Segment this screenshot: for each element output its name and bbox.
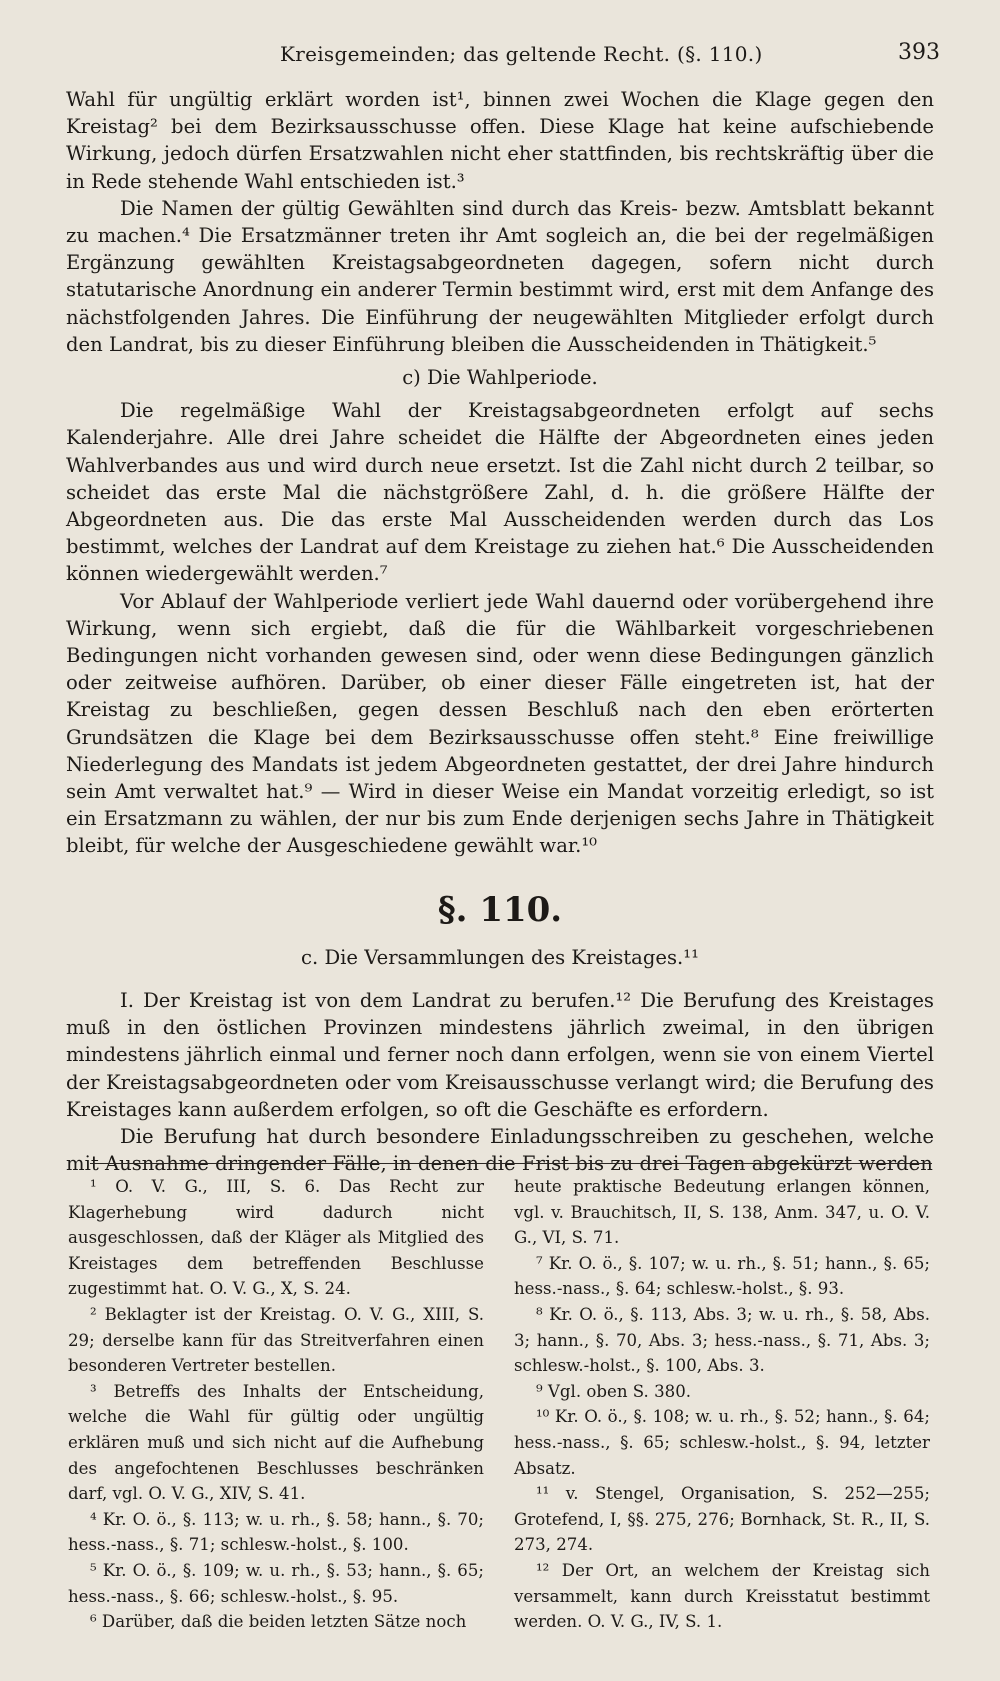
footnote: ¹² Der Ort, an welchem der Kreistag sich versammelt, kann durch Kreisstatut bestimmt werden. O. V. G., IV, S. 1. (514, 1560, 930, 1632)
footnote: ³ Betreffs des Inhalts der Entscheidung, welche die Wahl für gültig oder ungültig erklären muß und sich nicht auf die Aufhebung des angefochtenen Beschlusses beschränken darf, vgl. O. V. G., XIV, S. 41. (68, 1381, 484, 1504)
paragraph: Die regelmäßige Wahl der Kreistagsabgeordneten erfolgt auf sechs Kalenderjahre. Alle drei Jahre scheidet die Hälfte der Abgeordneten eines jeden Wahlverbandes aus und wird durch neue ersetzt. Ist die Zahl nicht durch 2 teilbar, so scheidet das erste Mal die nächstgrößere Zahl, d. h. die größere Hälfte der Abgeordneten aus. Die das erste Mal Ausscheidenden werden durch das Los bestimmt, welches der Landrat auf dem Kreistage zu ziehen hat.⁶ Die Ausscheidenden können wiedergewählt werden.⁷ (66, 399, 934, 586)
footnote: ¹⁰ Kr. O. ö., §. 108; w. u. rh., §. 52; hann., §. 64; hess.-nass., §. 65; schlesw.-holst., §. 94, letzter Absatz. (514, 1407, 930, 1478)
running-head: Kreisgemeinden; das geltende Recht. (§. 110.) (280, 42, 763, 66)
page-number: 393 (898, 40, 940, 65)
footnote: ⁴ Kr. O. ö., §. 113; w. u. rh., §. 58; hann., §. 70; hess.-nass., §. 71; schlesw.-holst., §. 100. (68, 1509, 484, 1555)
page-header (60, 38, 940, 74)
footnote: ⁹ Vgl. oben S. 380. (536, 1381, 692, 1401)
footnote: ² Beklagter ist der Kreistag. O. V. G., XIII, S. 29; derselbe kann für das Streitverfahren einen besonderen Vertreter bestellen. (68, 1304, 484, 1376)
paragraph: I. Der Kreistag ist von dem Landrat zu berufen.¹² Die Berufung des Kreistages muß in den östlichen Provinzen mindestens jährlich zweimal, in den übrigen mindestens jährlich einmal und ferner noch dann erfolgen, wenn sie von einem Viertel der Kreistagsabgeordneten oder vom Kreisausschusse verlangt wird; die Berufung des Kreistages kann außerdem erfolgen, so oft die Geschäfte es erfordern. (66, 988, 934, 1121)
footnote: ⁵ Kr. O. ö., §. 109; w. u. rh., §. 53; hann., §. 65; hess.-nass., §. 66; schlesw.-holst., §. 95. (68, 1560, 484, 1606)
footnote-continuation: heute praktische Bedeutung erlangen können, vgl. v. Brauchitsch, II, S. 138, Anm. 347, u. O. V. G., VI, S. 71. (514, 1177, 930, 1248)
paragraph: Die Namen der gültig Gewählten sind durch das Kreis- bezw. Amtsblatt bekannt zu machen.⁴ Die Ersatzmänner treten ihr Amt sogleich an, die bei der regelmäßigen Ergänzung gewählten Kreistagsabgeordneten dagegen, sofern nicht durch statutarische Anordnung ein anderer Termin bestimmt wird, erst mit dem Anfange des nächstfolgenden Jahres. Die Einführung der neugewählten Mitglieder erfolgt durch den Landrat, bis zu dieser Einführung bleiben die Ausscheidenden in Thätigkeit.⁵ (66, 196, 934, 356)
footnote: ⁶ Darüber, daß die beiden letzten Sätze noch (90, 1612, 467, 1632)
section-title: c. Die Versammlungen des Kreistages.¹¹ (301, 945, 699, 969)
subheading-wahlperiode: c) Die Wahlperiode. (402, 366, 598, 390)
paragraph: Wahl für ungültig erklärt worden ist¹, binnen zwei Wochen die Klage gegen den Kreistag² bei dem Bezirksausschusse offen. Diese Klage hat keine aufschiebende Wirkung, jedoch dürfen Ersatzwahlen nicht eher stattfinden, bis rechtskräftig über die in Rede stehende Wahl entschieden ist.³ (66, 88, 934, 193)
footnote: ⁷ Kr. O. ö., §. 107; w. u. rh., §. 51; hann., §. 65; hess.-nass., §. 64; schlesw.-holst., §. 93. (514, 1253, 930, 1299)
section-number: §. 110. (437, 889, 563, 930)
footnote: ¹ O. V. G., III, S. 6. Das Recht zur Klagerhebung wird dadurch nicht ausgeschlossen, daß der Kläger als Mitglied des Kreistages dem betreffenden Beschlusse zugestimmt hat. O. V. G., X, S. 24. (68, 1177, 484, 1299)
footnotes-left-column (68, 1174, 484, 1635)
main-text (66, 86, 934, 1177)
paragraph: Die Berufung hat durch besondere Einladungsschreiben zu geschehen, welche mit Ausnahme dringender Fälle, in denen die Frist bis zu drei Tagen abgekürzt werden (66, 1124, 934, 1176)
footnote: ¹¹ v. Stengel, Organisation, S. 252—255; Grotefend, I, §§. 275, 276; Bornhack, St. R., II, S. 273, 274. (514, 1484, 930, 1555)
footnote: ⁸ Kr. O. ö., §. 113, Abs. 3; w. u. rh., §. 58, Abs. 3; hann., §. 70, Abs. 3; hess.-nass., §. 71, Abs. 3; schlesw.-holst., §. 100, Abs. 3. (514, 1304, 930, 1376)
footnotes-right-column (514, 1174, 930, 1635)
paragraph: Vor Ablauf der Wahlperiode verliert jede Wahl dauernd oder vorübergehend ihre Wirkung, wenn sich ergiebt, daß die für die Wählbarkeit vorgeschriebenen Bedingungen nicht vorhanden gewesen sind, oder wenn diese Bedingungen gänzlich oder zeitweise aufhören. Darüber, ob einer dieser Fälle eingetreten ist, hat der Kreistag zu beschließen, gegen dessen Beschluß nach den eben erörterten Grundsätzen die Klage bei dem Bezirksausschusse offen steht.⁸ Eine freiwillige Niederlegung des Mandats ist jedem Abgeordneten gestattet, der drei Jahre hindurch sein Amt verwaltet hat.⁹ — Wird in dieser Weise ein Mandat vorzeitig erledigt, so ist ein Ersatzmann zu wählen, der nur bis zum Ende derjenigen sechs Jahre in Thätigkeit bleibt, für welche der Ausgeschiedene gewählt war.¹⁰ (66, 589, 934, 858)
footnote-rule (90, 1163, 932, 1164)
